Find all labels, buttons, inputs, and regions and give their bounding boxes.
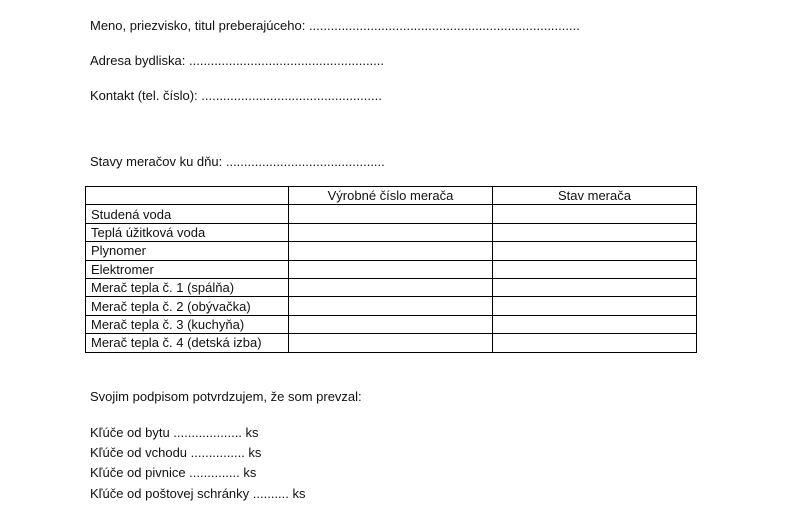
reading-cell [493, 242, 697, 260]
table-row [86, 278, 697, 296]
reading-cell [493, 260, 697, 278]
serial-number-cell [289, 260, 493, 278]
table-row [86, 223, 697, 241]
serial-number-cell [289, 297, 493, 315]
reading-cell [493, 278, 697, 296]
table-row [86, 334, 697, 352]
table-row [86, 260, 697, 278]
row-label: Merač tepla č. 1 (spálňa) [86, 278, 289, 296]
keys-entrance-line: Kľúče od vchodu ............... ks [90, 445, 262, 460]
header-cell-label [86, 187, 289, 205]
reading-cell [493, 223, 697, 241]
serial-number-cell [289, 242, 493, 260]
reading-cell [493, 205, 697, 223]
table-header-row [86, 187, 697, 205]
confirmation-statement: Svojim podpisom potvrdzujem, že som prevzal: [90, 389, 362, 404]
serial-number-cell [289, 315, 493, 333]
serial-number-cell [289, 278, 493, 296]
header-cell-meter-reading: Stav merača [493, 187, 697, 205]
table-row [86, 297, 697, 315]
keys-cellar-line: Kľúče od pivnice .............. ks [90, 465, 257, 480]
row-label: Studená voda [86, 205, 289, 223]
serial-number-cell [289, 334, 493, 352]
meters-table [85, 186, 697, 353]
table-row [86, 315, 697, 333]
reading-cell [493, 315, 697, 333]
header-cell-serial-number: Výrobné číslo merača [289, 187, 493, 205]
table-row [86, 205, 697, 223]
row-label: Merač tepla č. 2 (obývačka) [86, 297, 289, 315]
keys-apartment-line: Kľúče od bytu ................... ks [90, 425, 259, 440]
table-row [86, 242, 697, 260]
row-label: Merač tepla č. 3 (kuchyňa) [86, 315, 289, 333]
row-label: Plynomer [86, 242, 289, 260]
name-field-line: Meno, priezvisko, titul preberajúceho: ........................................................................... [90, 18, 580, 33]
row-label: Elektromer [86, 260, 289, 278]
address-field-line: Adresa bydliska: ...................................................... [90, 53, 385, 68]
reading-cell [493, 297, 697, 315]
row-label: Merač tepla č. 4 (detská izba) [86, 334, 289, 352]
serial-number-cell [289, 223, 493, 241]
contact-field-line: Kontakt (tel. číslo): .................................................. [90, 88, 382, 103]
reading-cell [493, 334, 697, 352]
meters-date-field-line: Stavy meračov ku dňu: ............................................ [90, 154, 385, 169]
row-label: Teplá úžitková voda [86, 223, 289, 241]
serial-number-cell [289, 205, 493, 223]
keys-mailbox-line: Kľúče od poštovej schránky .......... ks [90, 486, 306, 501]
